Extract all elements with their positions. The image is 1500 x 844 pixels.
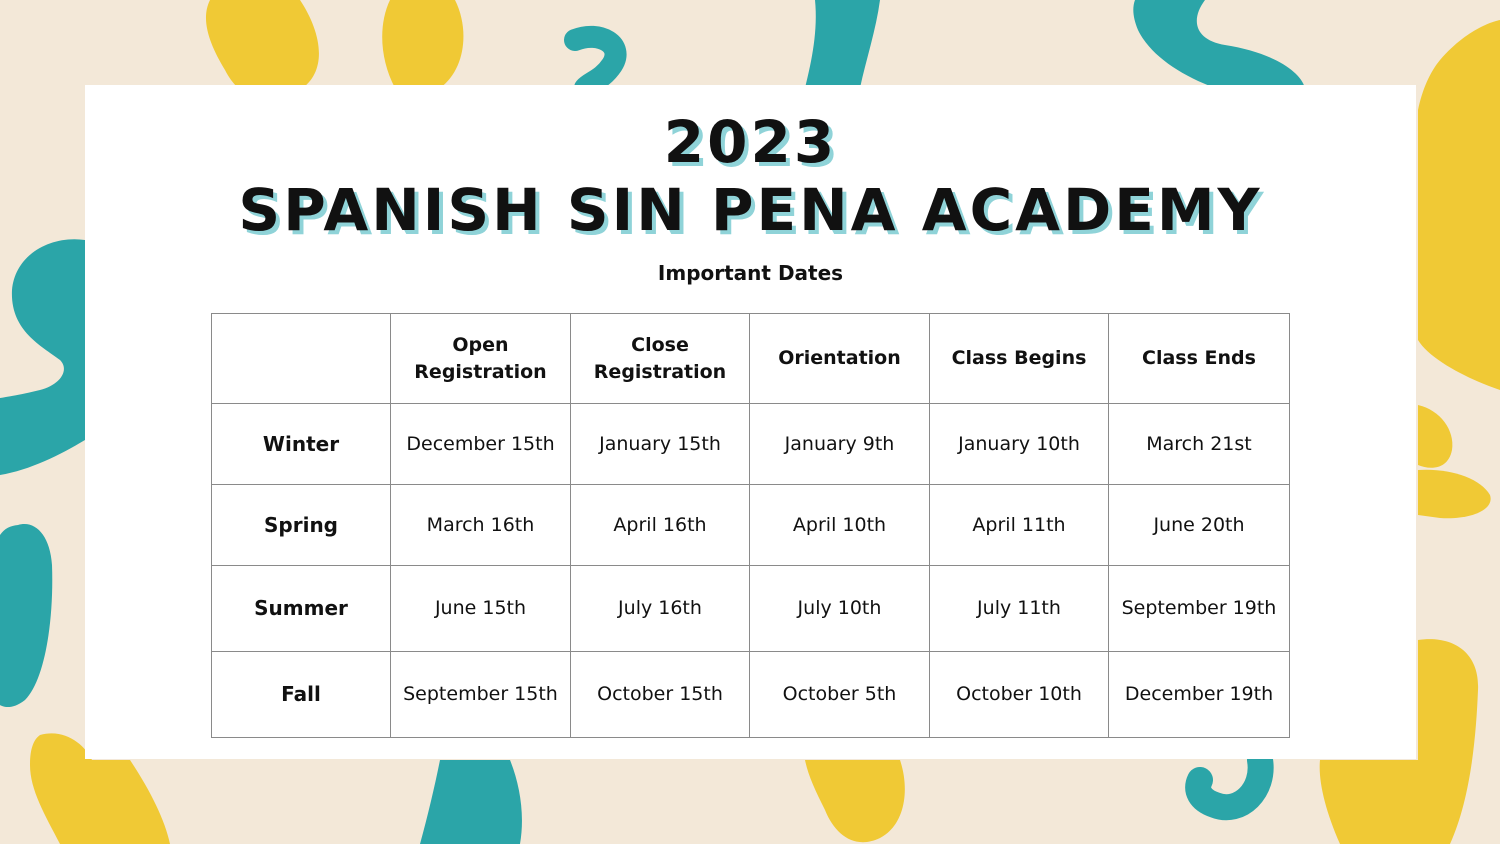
academy-name-heading: SPANISH SIN PENA ACADEMY: [238, 176, 1263, 244]
orientation-cell: October 5th: [750, 652, 930, 738]
table-row-winter: [212, 404, 1290, 485]
class-begins-cell: January 10th: [930, 404, 1109, 485]
table-header-row: [212, 314, 1290, 404]
table-row-summer: [212, 566, 1290, 652]
header-cell-open-registration: Open Registration: [391, 314, 571, 404]
header-cell-orientation: Orientation: [750, 314, 930, 404]
class-ends-cell: December 19th: [1109, 652, 1290, 738]
important-dates-card: [85, 85, 1416, 759]
open-registration-cell: June 15th: [391, 566, 571, 652]
header-cell-class-begins: Class Begins: [930, 314, 1109, 404]
open-registration-cell: September 15th: [391, 652, 571, 738]
close-registration-cell: April 16th: [571, 485, 750, 566]
class-begins-cell: April 11th: [930, 485, 1109, 566]
table-row-fall: [212, 652, 1290, 738]
close-registration-cell: October 15th: [571, 652, 750, 738]
class-ends-cell: June 20th: [1109, 485, 1290, 566]
header-cell-class-ends: Class Ends: [1109, 314, 1290, 404]
season-cell: Fall: [212, 652, 391, 738]
season-cell: Summer: [212, 566, 391, 652]
orientation-cell: January 9th: [750, 404, 930, 485]
class-ends-cell: September 19th: [1109, 566, 1290, 652]
yellow-blob-right: [1418, 20, 1500, 390]
open-registration-cell: March 16th: [391, 485, 571, 566]
orientation-cell: July 10th: [750, 566, 930, 652]
season-cell: Winter: [212, 404, 391, 485]
close-registration-cell: July 16th: [571, 566, 750, 652]
year-heading: 2023: [663, 108, 838, 176]
season-cell: Spring: [212, 485, 391, 566]
yellow-blob-top-center: [382, 0, 463, 88]
open-registration-cell: December 15th: [391, 404, 571, 485]
table-row-spring: [212, 485, 1290, 566]
class-begins-cell: October 10th: [930, 652, 1109, 738]
class-ends-cell: March 21st: [1109, 404, 1290, 485]
header-cell-close-registration: Close Registration: [571, 314, 750, 404]
class-begins-cell: July 11th: [930, 566, 1109, 652]
close-registration-cell: January 15th: [571, 404, 750, 485]
header-cell-empty: [212, 314, 391, 404]
important-dates-subtitle: Important Dates: [657, 261, 844, 285]
orientation-cell: April 10th: [750, 485, 930, 566]
important-dates-table: [211, 313, 1290, 738]
